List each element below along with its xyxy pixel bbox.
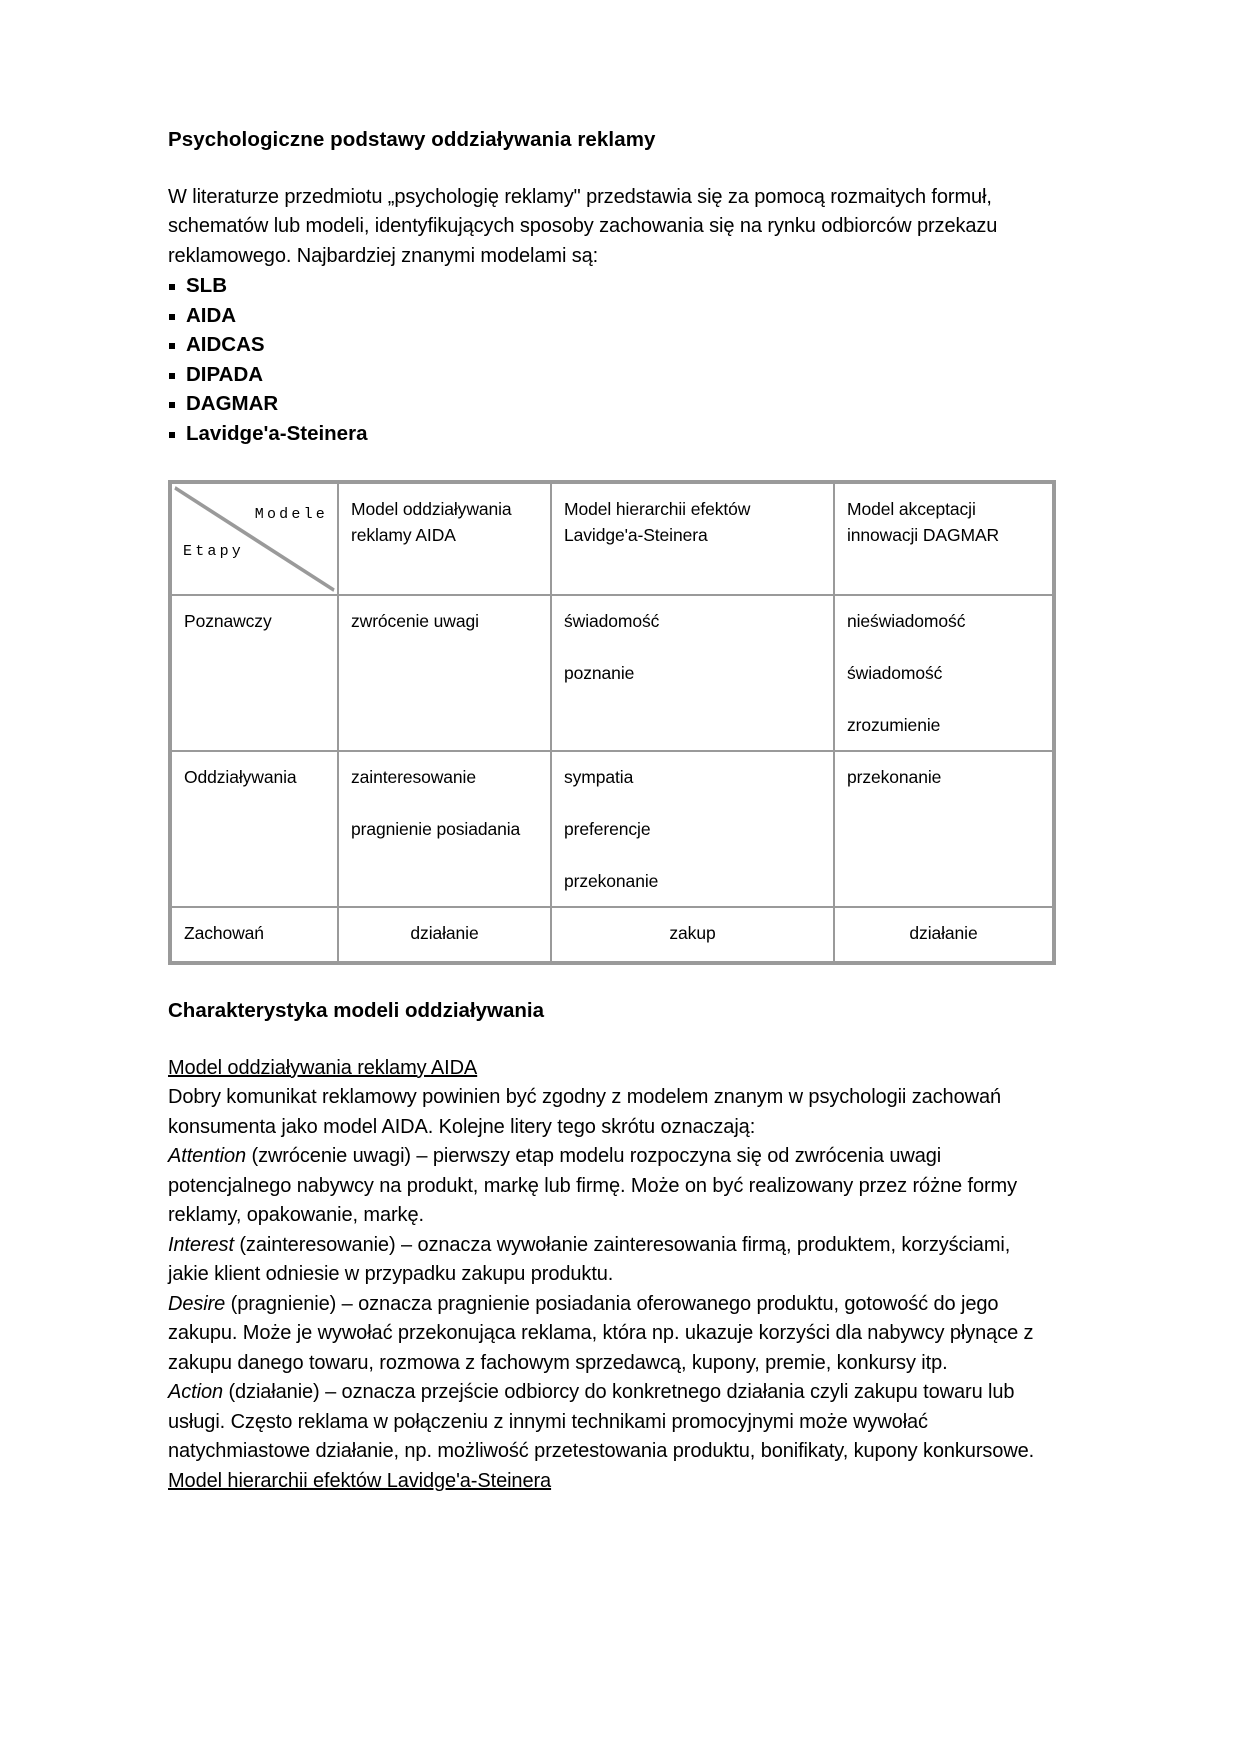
paragraph-desire [168, 1290, 1052, 1379]
term-desire-text: (pragnienie) – oznacza pragnienie posiadania oferowanego produktu, gotowość do jego zakupu. Może je wywołać przekonująca reklama, która np. ukazuje korzyści dla nabywcy płynące z zakupu danego towaru, rozmowa z fachowym sprzedawcą, kupony, premie, konkursy itp. [168, 1292, 1034, 1374]
list-item: AIDCAS [168, 330, 1052, 360]
paragraph-action [168, 1378, 1052, 1467]
cell-zachowan-lavidge: zakup [551, 907, 834, 963]
term-attention-text: (zwrócenie uwagi) – pierwszy etap modelu rozpoczyna się od zwrócenia uwagi potencjalnego nabywcy na produkt, markę lub firmę. Może on być realizowany przez różne formy reklamy, opakowanie, markę. [168, 1145, 1017, 1227]
column-header-lavidge [551, 482, 834, 595]
paragraph-aida-intro: Dobry komunikat reklamowy powinien być zgodny z modelem znanym w psychologii zachowań konsumenta jako model AIDA. Kolejne litery tego skrótu oznaczają: [168, 1086, 1001, 1138]
page-content [168, 128, 1052, 1496]
cell-line: nieświadomość [847, 611, 966, 632]
models-table-wrapper [168, 480, 1052, 965]
term-desire: Desire [168, 1292, 226, 1315]
section-title-characteristics: Charakterystyka modeli oddziaływania [168, 999, 544, 1023]
cell-line: zrozumienie [847, 715, 941, 736]
term-action-text: (działanie) – oznacza przejście odbiorcy do konkretnego działania czyli zakupu towaru lub usługi. Często reklama w połączeniu z innymi technikami promocyjnymi może wywołać natychmiastowe działanie, np. możliwość przetestowania produktu, bonifikaty, kupony konkursowe. [168, 1381, 1035, 1463]
cell-oddzialywania-lavidge [551, 751, 834, 907]
corner-label-stages: Etapy [183, 543, 245, 561]
cell-line: zainteresowanie [351, 767, 476, 788]
paragraph-interest [168, 1231, 1052, 1290]
paragraph-attention [168, 1142, 1052, 1231]
list-item: DIPADA [168, 360, 1052, 390]
cell-line: preferencje [564, 819, 651, 840]
list-item: Lavidge'a-Steinera [168, 419, 1052, 449]
column-header-aida [338, 482, 551, 595]
cell-poznawczy-aida [338, 595, 551, 751]
row-label-zachowan: Zachowań [170, 907, 338, 963]
cell-line: pragnienie posiadania [351, 819, 521, 840]
list-item: DAGMAR [168, 389, 1052, 419]
corner-label-models: Modele [254, 506, 328, 524]
column-header-dagmar [834, 482, 1054, 595]
models-comparison-table [168, 480, 1056, 965]
header-line: reklamy AIDA [351, 525, 456, 546]
cell-line: sympatia [564, 767, 634, 788]
subheading-lavidge-model: Model hierarchii efektów Lavidge'a-Steinera [168, 1469, 552, 1492]
cell-poznawczy-lavidge [551, 595, 834, 751]
term-interest: Interest [168, 1233, 234, 1256]
list-item: AIDA [168, 301, 1052, 331]
list-item: SLB [168, 271, 1052, 301]
row-label-poznawczy: Poznawczy [170, 595, 338, 751]
cell-zachowan-aida: działanie [338, 907, 551, 963]
table-row [170, 907, 1054, 963]
header-line: Model akceptacji [847, 499, 976, 520]
cell-oddzialywania-dagmar [834, 751, 1054, 907]
table-row [170, 751, 1054, 907]
subheading-aida-model: Model oddziaływania reklamy AIDA [168, 1056, 478, 1079]
cell-zachowan-dagmar: działanie [834, 907, 1054, 963]
cell-poznawczy-dagmar [834, 595, 1054, 751]
row-label-oddzialywania: Oddziaływania [170, 751, 338, 907]
header-line: Model hierarchii efektów [564, 499, 751, 520]
cell-line: poznanie [564, 663, 635, 684]
cell-oddzialywania-aida [338, 751, 551, 907]
header-line: Lavidge'a-Steinera [564, 525, 708, 546]
cell-line: przekonanie [564, 871, 659, 892]
header-line: Model oddziaływania [351, 499, 512, 520]
intro-paragraph: W literaturze przedmiotu „psychologię reklamy" przedstawia się za pomocą rozmaitych formuł, schematów lub modeli, identyfikujących sposoby zachowania się na rynku odbiorców przekazu reklamowego. Najbardziej znanymi modelami są: [168, 185, 998, 267]
page-title: Psychologiczne podstawy oddziaływania reklamy [168, 128, 656, 151]
table-corner-cell [170, 482, 338, 595]
table-header-row [170, 482, 1054, 595]
term-attention: Attention [168, 1145, 247, 1168]
header-line: innowacji DAGMAR [847, 525, 1000, 546]
cell-line: świadomość [564, 611, 660, 632]
cell-line: zwrócenie uwagi [351, 611, 479, 632]
table-row [170, 595, 1054, 751]
term-interest-text: (zainteresowanie) – oznacza wywołanie zainteresowania firmą, produktem, korzyściami, jakie klient odniesie w przypadku zakupu produktu. [168, 1233, 1011, 1286]
term-action: Action [168, 1381, 223, 1404]
cell-line: świadomość [847, 663, 943, 684]
models-bullet-list [168, 271, 1052, 448]
cell-line: przekonanie [847, 767, 942, 788]
